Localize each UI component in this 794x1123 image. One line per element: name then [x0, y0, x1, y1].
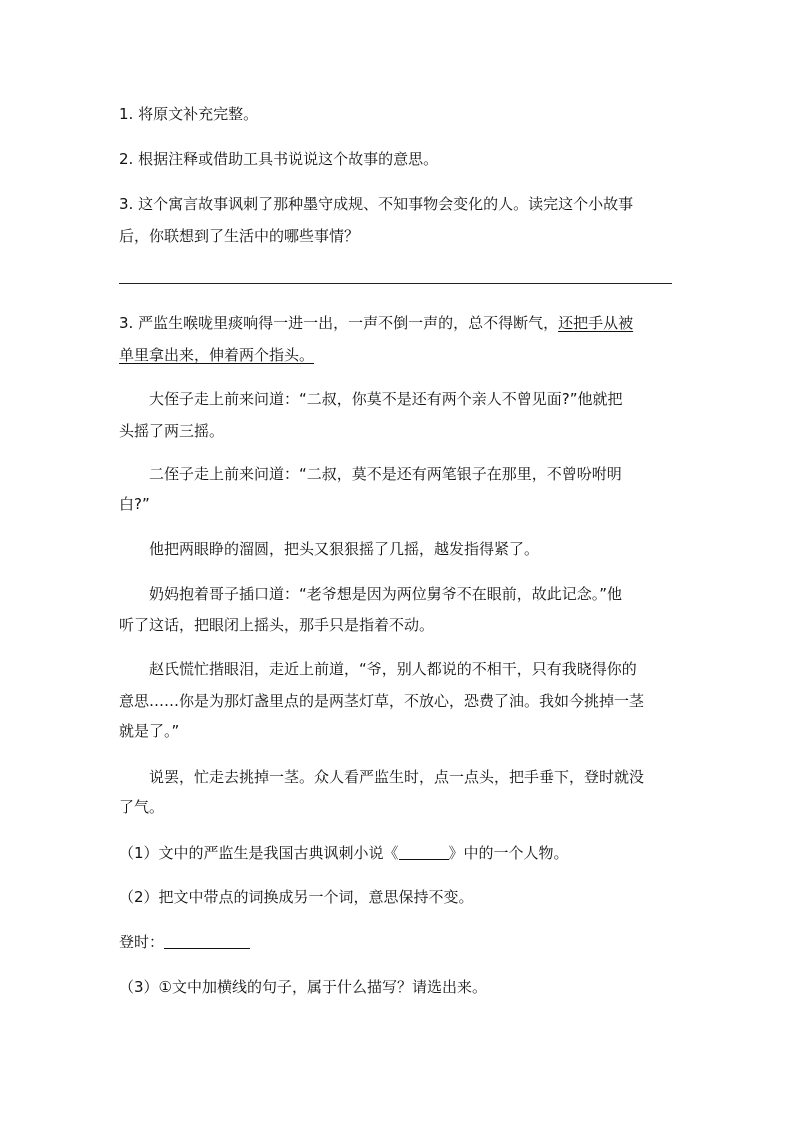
question-3-line-2: 后，你联想到了生活中的哪些事情？ [119, 227, 360, 245]
passage-p6-line-3: 就是了。” [119, 722, 180, 740]
passage-p2-line-1: 大侄子走上前来问道：“二叔，你莫不是还有两个亲人不曾见面?”他就把 [149, 390, 623, 408]
fill-blank[interactable] [399, 845, 449, 860]
passage-p5-line-2: 听了这话，把眼闭上摇头，那手只是指着不动。 [119, 616, 435, 634]
passage-p7-line-1: 说罢，忙走去挑掉一茎。众人看严监生时，点一点头，把手垂下，登时就没 [149, 768, 645, 786]
passage-p6-line-2: 意思……你是为那灯盏里点的是两茎灯草，不放心，恐费了油。我如今挑掉一茎 [119, 692, 645, 710]
passage-p5-line-1: 奶妈抱着哥子插口道：“老爷想是因为两位舅爷不在眼前，故此记念。”他 [149, 585, 623, 603]
passage-p6-line-1: 赵氏慌忙揩眼泪，走近上前道，“爷，别人都说的不相干，只有我晓得你的 [149, 660, 637, 678]
fill-blank[interactable] [164, 934, 250, 949]
question-2: 2. 根据注释或借助工具书说说这个故事的意思。 [119, 150, 439, 168]
sub-question-3: （3）①文中加横线的句子，属于什么描写？请选出来。 [119, 978, 487, 996]
sub-question-2: （2）把文中带点的词换成另一个词，意思保持不变。 [119, 888, 474, 906]
answer-row [119, 932, 675, 952]
question-1: 1. 将原文补充完整。 [119, 105, 259, 123]
passage-p7-line-2: 了气。 [119, 798, 165, 816]
underlined-sentence: 还把手从被 [558, 314, 634, 332]
underlined-sentence: 单里拿出来，伸着两个指头。 [119, 346, 315, 364]
passage-p2-line-2: 头摇了两三摇。 [119, 422, 225, 440]
passage-p1-line-1 [119, 313, 675, 333]
passage-p3-line-1: 二侄子走上前来问道：“二叔，莫不是还有两笔银子在那里，不曾吩咐明 [149, 465, 622, 483]
passage-p4-line-1: 他把两眼睁的溜圆，把头又狠狠摇了几摇，越发指得紧了。 [149, 540, 540, 558]
answer-label: 登时： [119, 933, 165, 951]
passage-p3-line-2: 白?” [119, 495, 150, 513]
question-3-line-1: 3. 这个寓言故事讽刺了那种墨守成规、不知事物会变化的人。读完这个小故事 [119, 195, 634, 213]
passage-text: 3. 严监生喉咙里痰响得一进一出，一声不倒一声的，总不得断气， [119, 314, 559, 332]
passage-p1-line-2 [119, 345, 675, 365]
sub-question-1: （1）文中的严监生是我国古典讽刺小说《 》中的一个人物。 [119, 844, 569, 862]
answer-line [119, 283, 672, 284]
